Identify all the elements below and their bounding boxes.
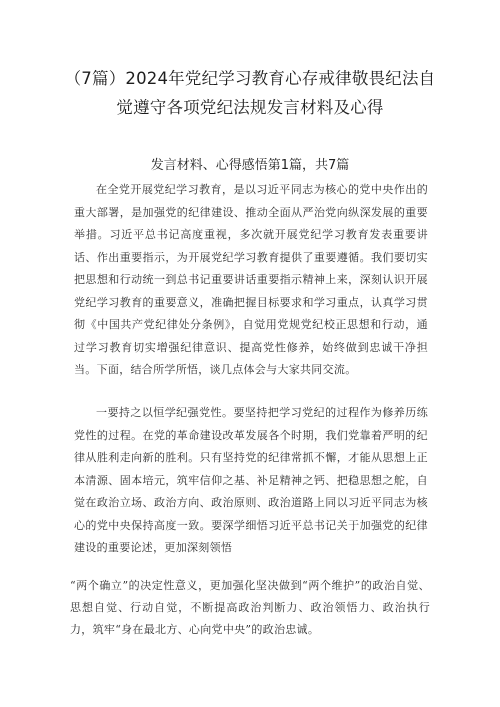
title-line-1: （7篇）2024年党纪学习教育心存戒律敬畏纪法自: [64, 69, 436, 88]
body-paragraph-2: 一要持之以恒学纪强党性。要坚持把学习党纪的过程作为修养历练党性的过程。在党的革命建设改革发展各个时期，我们党靠着严明的纪律从胜利走向新的胜利。只有坚持党的纪律常抓不懈，才能从思想上正本清源、固本培元，筑牢信仰之基、补足精神之钙、把稳思想之舵，自觉在政治立场、政治方向、政治原则、政治道路上同以习近平同志为核心的党中央保持高度一致。要深学细悟习近平总书记关于加强党的纪律建设的重要论述，更加深刻领悟: [74, 406, 428, 554]
document-title: [40, 64, 460, 122]
body-paragraph-1: 在全党开展党纪学习教育，是以习近平同志为核心的党中央作出的重大部署，是加强党的纪律建设、推动全面从严治党向纵深发展的重要举措。习近平总书记高度重视，多次就开展党纪学习教育发表重要讲话、作出重要指示，为开展党纪学习教育提供了重要遵循。我们要切实把思想和行动统一到总书记重要讲话重要指示精神上来，深刻认识开展党纪学习教育的重要意义，准确把握目标要求和学习重点，认真学习贯彻《中国共产党纪律处分条例》，自觉用党规党纪校正思想和行动，通过学习教育切实增强纪律意识、提高党性修养，始终做到忠诚干净担当。下面，结合所学所悟，谈几点体会与大家共同交流。: [74, 183, 428, 376]
document-subtitle: 发言材料、心得感悟第1篇，共7篇: [150, 158, 350, 173]
title-line-2: 觉遵守各项党纪法规发言材料及心得: [116, 98, 384, 117]
body-paragraph-3: “两个确立”的决定性意义，更加强化坚决做到“两个维护”的政治自觉、思想自觉、行动自觉，不断提高政治判断力、政治领悟力、政治执行力，筑牢“身在最北方、心向党中央”的政治忠诚。: [70, 579, 430, 636]
